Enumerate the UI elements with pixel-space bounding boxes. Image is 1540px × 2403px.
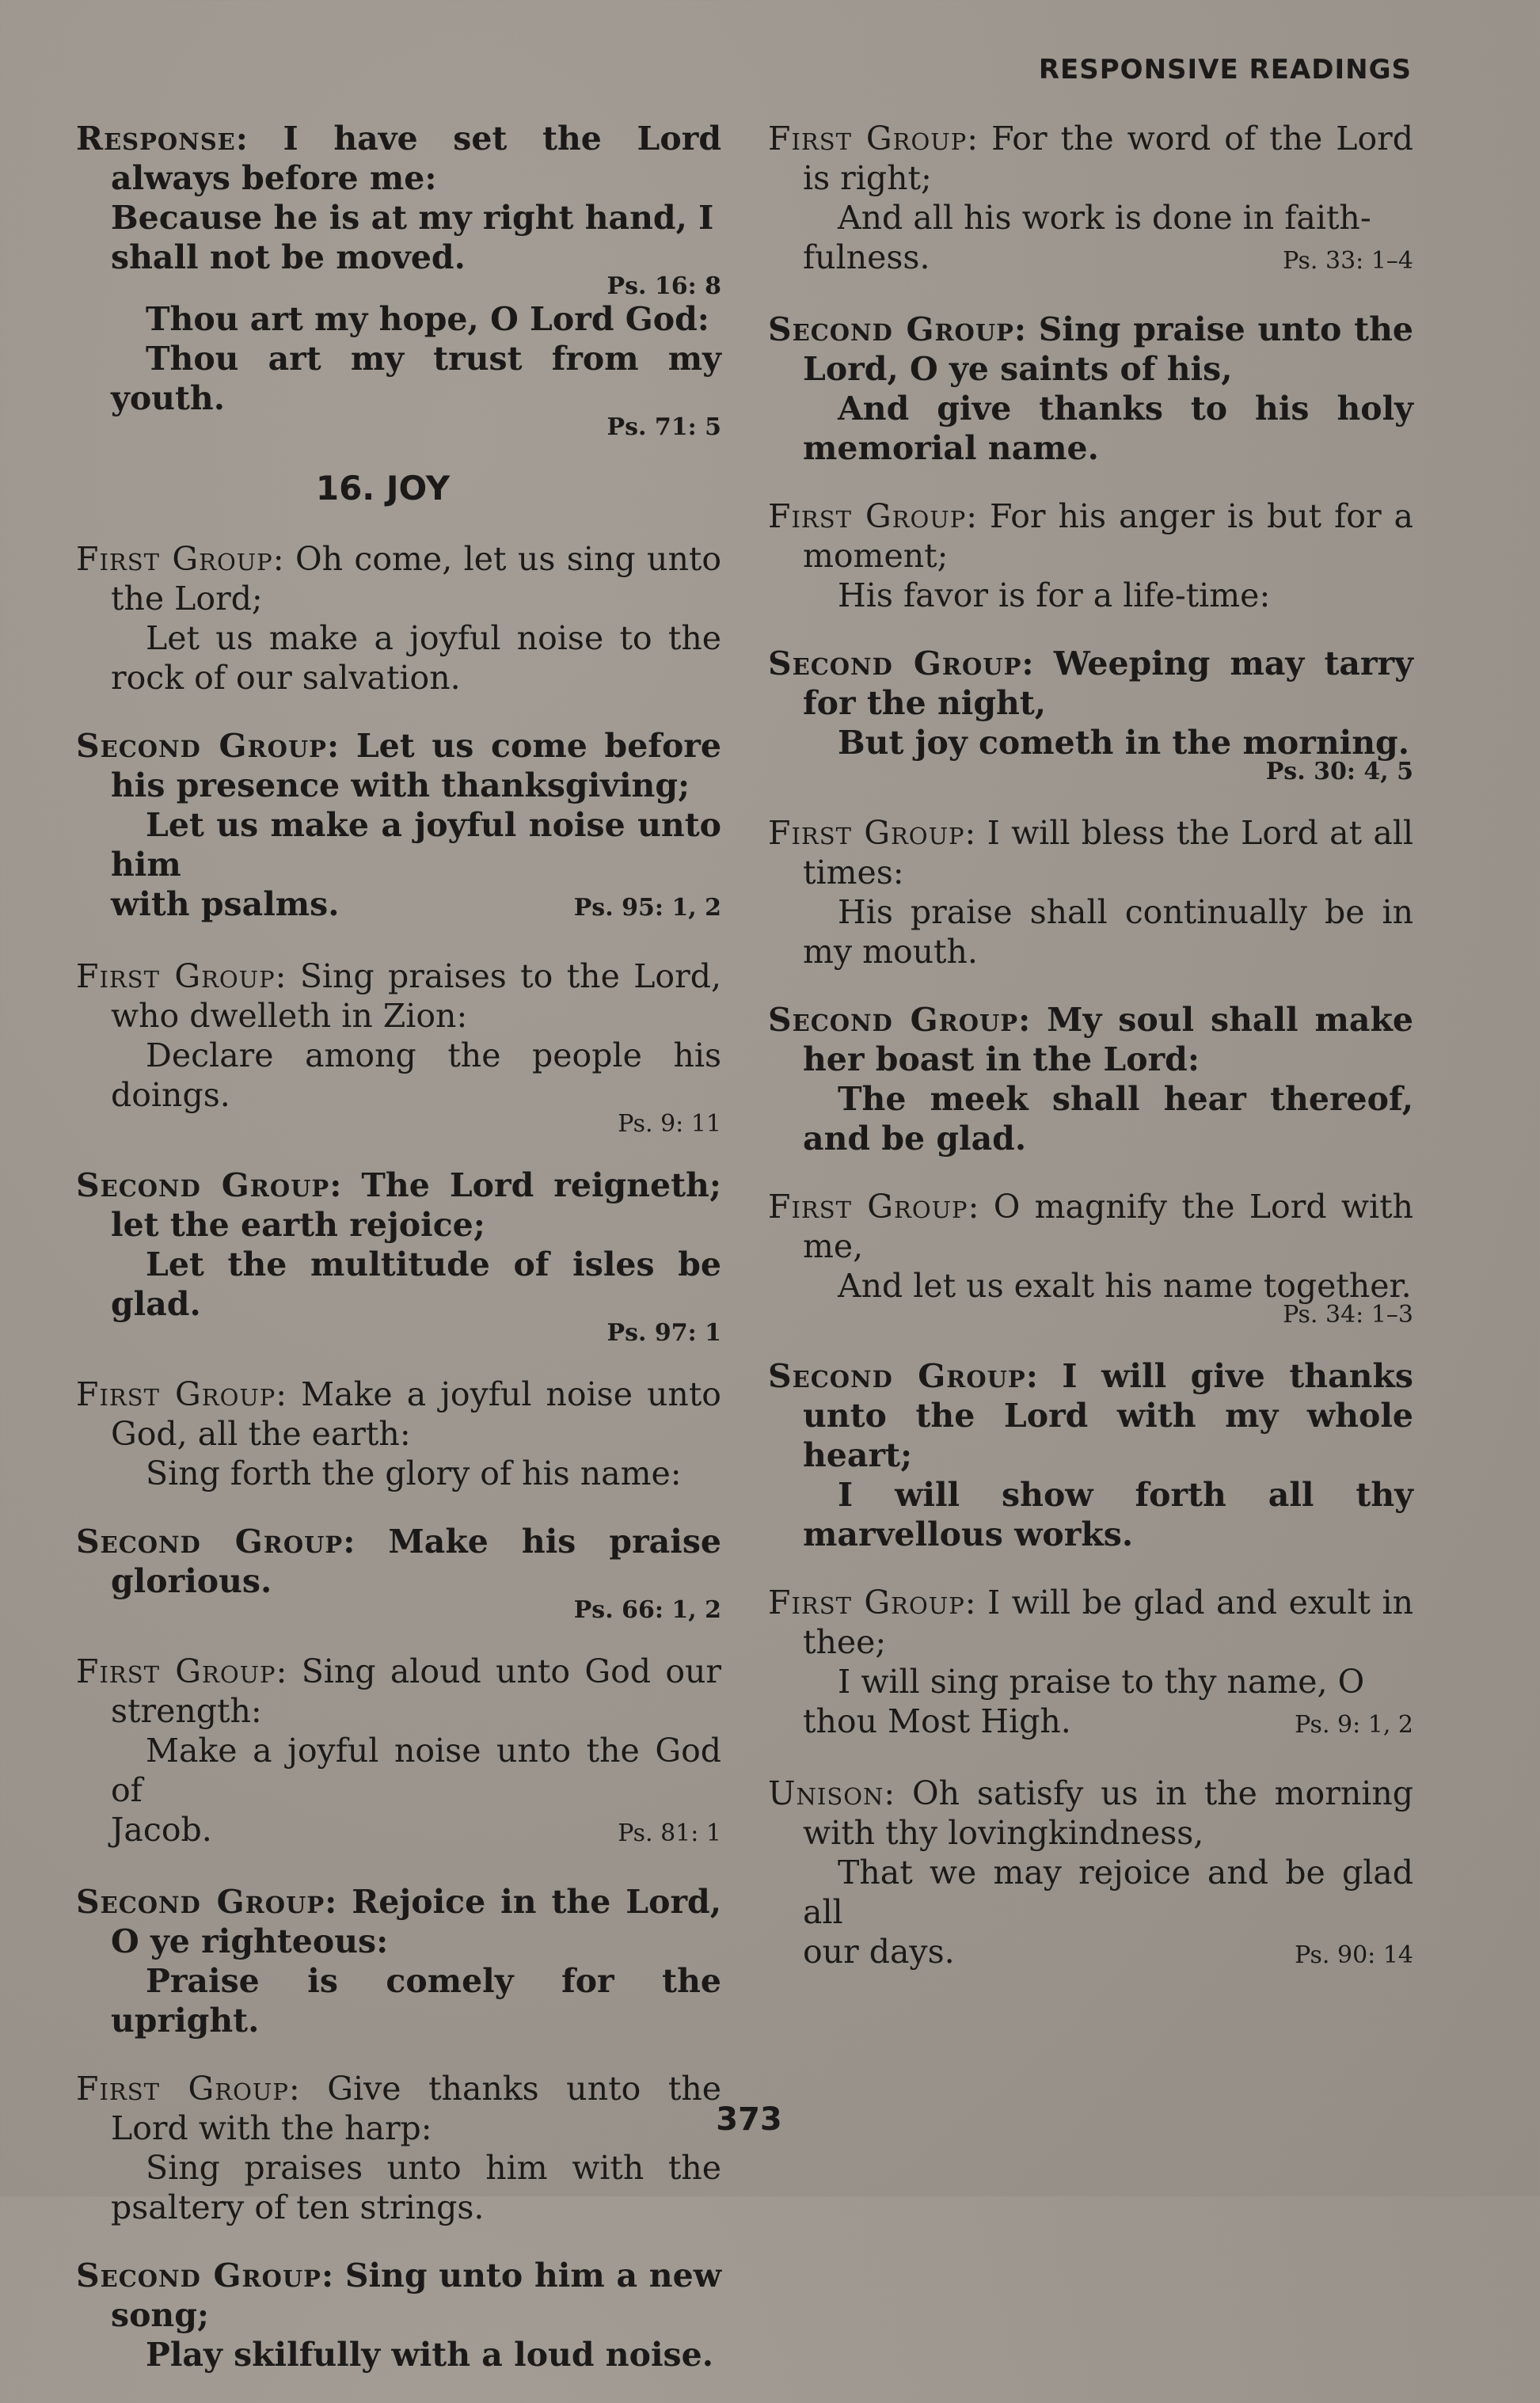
page-number: 373	[716, 2101, 782, 2138]
stanza-line: And give thanks to his holy memorial name.	[803, 390, 1413, 467]
speaker-label: First Group	[768, 814, 965, 852]
stanza-line: Rejoice in the Lord, O ye righteous:	[111, 1883, 721, 1960]
reading-stanza: Second Group: Weeping may tarry for the night, But joy cometh in the morning. Ps. 30: 4, 5	[768, 644, 1413, 785]
reading-stanza: First Group: For his anger is but for a moment; His favor is for a life-time:	[768, 497, 1413, 614]
reading-stanza: Second Group: Sing unto him a new song; Play skilfully with a loud noise.	[76, 2257, 721, 2374]
scripture-reference: Ps. 66: 1, 2	[573, 1596, 721, 1624]
stanza-line: Make a joyful noise unto God, all the earth:	[111, 1375, 721, 1453]
speaker-label: Second Group	[768, 1357, 1026, 1395]
stanza-line: My soul shall make her boast in the Lord:	[803, 1001, 1413, 1078]
stanza-line: Let us make a joyful noise to the rock of our salvation.	[111, 619, 721, 697]
stanza-line: Sing praises unto him with the psaltery of ten strings.	[111, 2149, 721, 2226]
stanza-line: I will give thanks unto the Lord with my whole heart;	[803, 1357, 1413, 1474]
scripture-reference: Ps. 81: 1	[618, 1819, 721, 1847]
stanza-line: And all his work is done in faith-	[838, 199, 1371, 237]
stanza-line: Let us come before his presence with thanksgiving;	[111, 727, 721, 804]
stanza-line: I have set the Lord always before me:	[111, 120, 721, 197]
reading-stanza: Second Group: My soul shall make her boast in the Lord: The meek shall hear thereof, and be glad.	[768, 1001, 1413, 1158]
stanza-line: Thou art my trust from my youth.	[111, 340, 721, 417]
scripture-reference: Ps. 71: 5	[606, 413, 721, 441]
reading-stanza: Second Group: Sing praise unto the Lord, O ye saints of his, And give thanks to his holy memorial name.	[768, 310, 1413, 467]
speaker-label: First Group	[76, 1375, 276, 1413]
stanza-line: Weeping may tarry for the night,	[803, 644, 1413, 722]
stanza-line: Let us make a joyful noise unto him	[111, 806, 721, 884]
stanza-line: His praise shall continually be in my mouth.	[803, 893, 1413, 971]
reading-stanza: Second Group: Let us come before his presence with thanksgiving; Let us make a joyful noise unto him with psalms. Ps. 95: 1, 2	[76, 726, 721, 928]
speaker-label: First Group	[76, 2070, 289, 2108]
speaker-label: First Group	[76, 1652, 276, 1690]
stanza-line: But joy cometh in the morning.	[838, 724, 1409, 762]
reading-stanza: First Group: Sing aloud unto God our strength: Make a joyful noise unto the God of Jacob. Ps. 81: 1	[76, 1652, 721, 1854]
speaker-label: Second Group	[768, 310, 1014, 348]
stanza-line: The meek shall hear thereof, and be glad.	[803, 1080, 1413, 1158]
stanza-line: Because he is at my right hand, I shall not be moved.	[111, 199, 714, 276]
left-column	[76, 119, 721, 2403]
scripture-reference: Ps. 30: 4, 5	[1265, 758, 1413, 785]
stanza-line: Thou art my hope, O Lord God:	[146, 300, 709, 338]
scripture-reference: Ps. 33: 1–4	[1283, 247, 1413, 275]
stanza-line: Sing praises to the Lord, who dwelleth in Zion:	[111, 957, 721, 1035]
speaker-label: Second Group	[76, 1883, 325, 1921]
stanza-line: I will show forth all thy marvellous works.	[803, 1476, 1413, 1553]
running-header: RESPONSIVE READINGS	[1038, 54, 1412, 86]
scripture-reference: Ps. 95: 1, 2	[573, 894, 721, 922]
speaker-label: Response	[76, 120, 236, 158]
reading-stanza: Second Group: Make his praise glorious. Ps. 66: 1, 2	[76, 1523, 721, 1624]
reading-stanza: First Group: Give thanks unto the Lord with the harp: Sing praises unto him with the psaltery of ten strings.	[76, 2070, 721, 2226]
scripture-reference: Ps. 9: 1, 2	[1295, 1711, 1413, 1739]
speaker-label: First Group	[768, 120, 968, 158]
scripture-reference: Ps. 9: 11	[618, 1110, 721, 1138]
stanza-line: thou Most High.	[803, 1702, 1071, 1740]
reading-stanza: First Group: I will be glad and exult in thee; I will sing praise to thy name, O thou Most High. Ps. 9: 1, 2	[768, 1583, 1413, 1745]
scripture-reference: Ps. 34: 1–3	[1283, 1301, 1413, 1329]
scripture-reference: Ps. 16: 8	[606, 272, 721, 300]
stanza-line: Praise is comely for the upright.	[111, 1962, 721, 2040]
stanza-line: Play skilfully with a loud noise.	[146, 2336, 713, 2374]
speaker-label: First Group	[76, 540, 273, 578]
stanza-line: And let us exalt his name together.	[838, 1267, 1412, 1305]
stanza-line: For the word of the Lord is right;	[803, 120, 1413, 197]
scripture-reference: Ps. 90: 14	[1295, 1941, 1413, 1969]
stanza-line: Make a joyful noise unto the God of	[111, 1732, 721, 1809]
stanza-line: with psalms.	[111, 885, 340, 923]
scripture-reference: Ps. 97: 1	[606, 1319, 721, 1347]
response-stanza: Response: I have set the Lord always before me: Because he is at my right hand, I shall not be moved. Ps. 16: 8 Thou art my hope, O Lord God: Thou art my trust from my youth. Ps. 71: 5	[76, 120, 721, 441]
speaker-label: Second Group	[768, 1001, 1019, 1039]
stanza-line: That we may rejoice and be glad all	[803, 1854, 1413, 1931]
stanza-line: For his anger is but for a moment;	[803, 497, 1413, 575]
stanza-line: I will be glad and exult in thee;	[803, 1584, 1413, 1661]
stanza-line: Make his praise glorious.	[111, 1523, 721, 1600]
reading-stanza: Second Group: The Lord reigneth; let the earth rejoice; Let the multitude of isles be glad. Ps. 97: 1	[76, 1166, 721, 1347]
stanza-line: Let the multitude of isles be glad.	[111, 1245, 721, 1323]
speaker-label: Second Group	[76, 1166, 330, 1204]
stanza-line: Jacob.	[111, 1811, 212, 1849]
stanza-line: His favor is for a life-time:	[838, 576, 1271, 614]
reading-stanza: Second Group: Rejoice in the Lord, O ye righteous: Praise is comely for the upright.	[76, 1883, 721, 2040]
reading-stanza: First Group: Make a joyful noise unto God, all the earth: Sing forth the glory of his name:	[76, 1375, 721, 1492]
stanza-line: I will bless the Lord at all times:	[803, 814, 1413, 892]
stanza-line: The Lord reigneth; let the earth rejoice;	[111, 1166, 721, 1244]
reading-stanza: First Group: Oh come, let us sing unto the Lord; Let us make a joyful noise to the rock of our salvation.	[76, 540, 722, 697]
speaker-label: Second Group	[76, 1523, 344, 1561]
speaker-label: Second Group	[76, 727, 327, 765]
speaker-label: First Group	[768, 1584, 965, 1622]
stanza-line: fulness.	[803, 238, 930, 276]
stanza-line: Sing forth the glory of his name:	[146, 1454, 682, 1492]
section-title: 16. JOY	[315, 469, 451, 508]
reading-stanza: First Group: Sing praises to the Lord, who dwelleth in Zion: Declare among the people his doings. Ps. 9: 11	[76, 957, 721, 1138]
stanza-line: O magnify the Lord with me,	[803, 1188, 1413, 1265]
stanza-line: Sing aloud unto God our strength:	[111, 1652, 722, 1730]
speaker-label: First Group	[768, 497, 967, 535]
speaker-label: Unison	[768, 1774, 884, 1812]
right-column	[768, 119, 1413, 2004]
speaker-label: First Group	[76, 957, 276, 995]
stanza-line: Give thanks unto the Lord with the harp:	[111, 2070, 721, 2147]
speaker-label: Second Group	[76, 2257, 321, 2295]
stanza-line: Sing praise unto the Lord, O ye saints of his,	[803, 310, 1413, 388]
reading-stanza: First Group: For the word of the Lord is right; And all his work is done in faith- fulness. Ps. 33: 1–4	[768, 119, 1413, 281]
stanza-line: Sing unto him a new song;	[111, 2257, 721, 2334]
speaker-label: Second Group	[768, 644, 1022, 682]
speaker-label: First Group	[768, 1188, 968, 1226]
stanza-line: Declare among the people his doings.	[111, 1036, 721, 1114]
stanza-line: Oh satisfy us in the morning with thy lovingkindness,	[803, 1774, 1413, 1852]
reading-stanza: Unison: Oh satisfy us in the morning with thy lovingkindness, That we may rejoice and be glad all our days. Ps. 90: 14	[768, 1774, 1413, 1975]
reading-stanza: First Group: O magnify the Lord with me, And let us exalt his name together. Ps. 34: 1–3	[768, 1188, 1413, 1329]
stanza-line: our days.	[803, 1933, 955, 1971]
reading-stanza: Second Group: I will give thanks unto the Lord with my whole heart; I will show forth all thy marvellous works.	[768, 1357, 1413, 1553]
stanza-line: Oh come, let us sing unto the Lord;	[111, 540, 722, 618]
reading-stanza: First Group: I will bless the Lord at all times: His praise shall continually be in my mouth.	[768, 814, 1413, 971]
stanza-line: I will sing praise to thy name, O	[838, 1663, 1365, 1701]
